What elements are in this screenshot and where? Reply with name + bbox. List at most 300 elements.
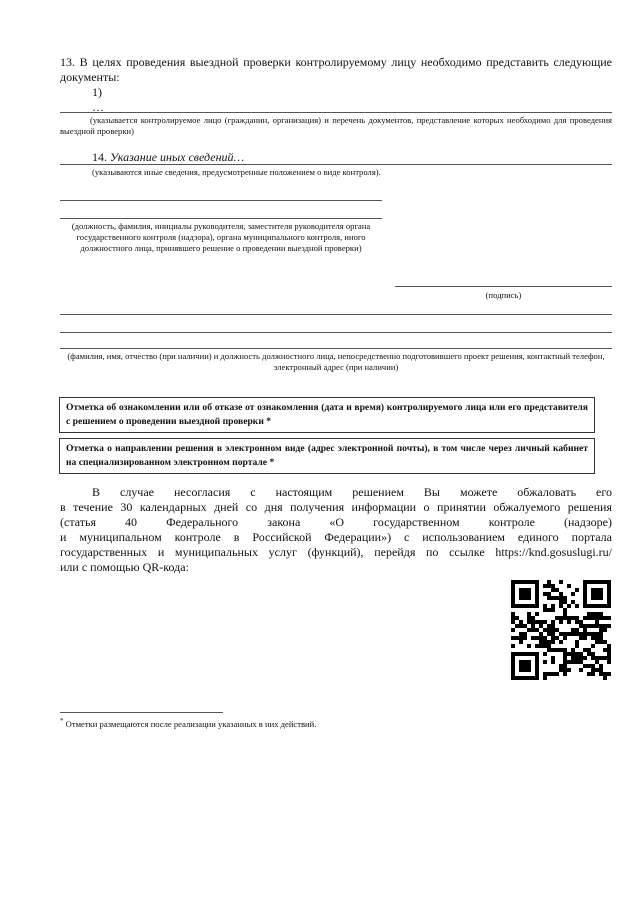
qr-module: [551, 660, 555, 664]
qr-module: [511, 628, 515, 632]
qr-module: [599, 672, 603, 676]
qr-module: [587, 652, 591, 656]
qr-module: [523, 624, 527, 628]
qr-module: [571, 660, 575, 664]
qr-module: [511, 676, 515, 680]
qr-module: [511, 596, 515, 600]
preparer-line-2: [60, 332, 612, 333]
qr-module: [523, 604, 527, 608]
qr-module: [527, 644, 531, 648]
appeal-line-4: и муниципальном контроле в Российской Федерации») с использованием единого портала: [60, 530, 612, 544]
qr-module: [563, 632, 567, 636]
item-14-note: (указываются иные сведения, предусмотренные положением о виде контроля).: [92, 167, 381, 177]
qr-module: [563, 616, 567, 620]
qr-module: [567, 620, 571, 624]
qr-module: [575, 644, 579, 648]
qr-module: [607, 644, 611, 648]
qr-module: [599, 668, 603, 672]
qr-module: [551, 628, 555, 632]
qr-module: [563, 596, 567, 600]
qr-module: [591, 656, 595, 660]
qr-module: [575, 656, 579, 660]
qr-module: [551, 596, 555, 600]
qr-module: [535, 628, 539, 632]
qr-module: [591, 580, 595, 584]
qr-module: [579, 668, 583, 672]
qr-module: [567, 652, 571, 656]
qr-module: [511, 584, 515, 588]
qr-module: [607, 580, 611, 584]
qr-module: [595, 588, 599, 592]
position-note: (должность, фамилия, инициалы руководителя, заместителя руководителя органа государственного контроля (надзора), органа муниципального контроля, иного должностного лица, принявшего решение о проведении выездной проверки): [71, 221, 371, 253]
qr-module: [563, 608, 567, 612]
item-13-note: (указывается контролируемое лицо (гражданин, организация) и перечень документов, представление которых необходимо для проведения выездной проверки): [60, 115, 612, 136]
qr-module: [583, 648, 587, 652]
qr-module: [599, 612, 603, 616]
qr-module: [607, 604, 611, 608]
list-item-1: 1): [92, 85, 102, 99]
qr-module: [591, 644, 595, 648]
qr-module: [599, 580, 603, 584]
qr-module: [519, 632, 523, 636]
qr-module: [591, 664, 595, 668]
qr-module: [559, 620, 563, 624]
item-13-heading-first-line: [60, 55, 612, 85]
qr-module: [531, 616, 535, 620]
qr-module: [519, 668, 523, 672]
qr-module: [583, 596, 587, 600]
qr-module: [607, 616, 611, 620]
qr-module: [519, 620, 523, 624]
qr-module: [551, 672, 555, 676]
qr-module: [603, 604, 607, 608]
qr-module: [535, 644, 539, 648]
qr-module: [559, 596, 563, 600]
qr-module: [579, 620, 583, 624]
signature-line: [395, 286, 612, 287]
qr-module: [527, 676, 531, 680]
qr-module: [599, 636, 603, 640]
qr-module: [599, 664, 603, 668]
qr-module: [535, 620, 539, 624]
qr-module: [531, 604, 535, 608]
qr-module: [527, 620, 531, 624]
qr-module: [547, 672, 551, 676]
divider-13: [60, 112, 612, 113]
qr-module: [603, 648, 607, 652]
qr-module: [535, 668, 539, 672]
qr-module: [551, 636, 555, 640]
qr-module: [587, 664, 591, 668]
qr-module: [543, 676, 547, 680]
qr-module: [523, 592, 527, 596]
qr-module: [595, 636, 599, 640]
qr-module: [583, 604, 587, 608]
qr-module: [511, 588, 515, 592]
electronic-delivery-box: Отметка о направлении решения в электронном виде (адрес электронной почты), в том числе через личный кабинет на специализированном электронном портале *: [59, 438, 595, 474]
qr-module: [511, 600, 515, 604]
qr-module: [571, 600, 575, 604]
qr-module: [583, 600, 587, 604]
qr-module: [563, 672, 567, 676]
qr-module: [519, 652, 523, 656]
qr-module: [571, 628, 575, 632]
appeal-line-5: государственных и муниципальных услуг (функций), перейдя по ссылке https://knd.gosuslugi.ru/: [60, 545, 612, 559]
qr-module: [523, 596, 527, 600]
qr-module: [547, 584, 551, 588]
qr-module: [559, 648, 563, 652]
qr-module: [563, 668, 567, 672]
qr-module: [559, 592, 563, 596]
qr-module: [511, 592, 515, 596]
qr-module: [511, 616, 515, 620]
qr-module: [599, 596, 603, 600]
qr-module: [535, 596, 539, 600]
qr-module: [519, 664, 523, 668]
qr-module: [567, 668, 571, 672]
qr-module: [583, 580, 587, 584]
qr-module: [603, 624, 607, 628]
qr-module: [559, 632, 563, 636]
qr-module: [583, 624, 587, 628]
qr-module: [567, 660, 571, 664]
qr-module: [583, 584, 587, 588]
qr-module: [527, 612, 531, 616]
qr-module: [531, 676, 535, 680]
qr-module: [511, 580, 515, 584]
qr-module: [595, 580, 599, 584]
qr-module: [547, 596, 551, 600]
qr-module: [607, 584, 611, 588]
qr-module: [543, 620, 547, 624]
list-ellipsis: …: [92, 100, 104, 114]
footnote-separator: [60, 712, 223, 713]
qr-module: [527, 592, 531, 596]
qr-module: [511, 652, 515, 656]
qr-module: [543, 636, 547, 640]
qr-module: [543, 652, 547, 656]
qr-module: [591, 668, 595, 672]
qr-module: [591, 588, 595, 592]
qr-module: [599, 656, 603, 660]
qr-module: [535, 604, 539, 608]
qr-module: [527, 660, 531, 664]
qr-module: [555, 648, 559, 652]
qr-module: [575, 660, 579, 664]
qr-module: [511, 664, 515, 668]
qr-module: [511, 636, 515, 640]
qr-module: [599, 628, 603, 632]
qr-module: [559, 616, 563, 620]
qr-module: [543, 584, 547, 588]
qr-module: [591, 632, 595, 636]
qr-module: [527, 596, 531, 600]
qr-module: [551, 624, 555, 628]
qr-module: [535, 664, 539, 668]
qr-module: [543, 628, 547, 632]
qr-module: [599, 588, 603, 592]
qr-module: [519, 640, 523, 644]
qr-module: [535, 636, 539, 640]
qr-module: [603, 616, 607, 620]
qr-module: [571, 656, 575, 660]
footnote-marker: *: [60, 717, 64, 725]
qr-module: [571, 616, 575, 620]
qr-module: [559, 668, 563, 672]
qr-module: [603, 580, 607, 584]
qr-module: [603, 676, 607, 680]
qr-module: [563, 660, 567, 664]
qr-module: [531, 652, 535, 656]
qr-module: [583, 636, 587, 640]
qr-module: [567, 604, 571, 608]
qr-module: [591, 624, 595, 628]
qr-module: [539, 644, 543, 648]
qr-module: [583, 656, 587, 660]
qr-module: [511, 612, 515, 616]
qr-module: [579, 624, 583, 628]
qr-module: [591, 604, 595, 608]
qr-module: [595, 640, 599, 644]
qr-module: [539, 620, 543, 624]
qr-module: [551, 584, 555, 588]
qr-module: [515, 580, 519, 584]
qr-module: [531, 580, 535, 584]
qr-module: [539, 624, 543, 628]
qr-module: [511, 660, 515, 664]
qr-module: [563, 636, 567, 640]
divider-14: [60, 164, 612, 165]
qr-module: [603, 628, 607, 632]
qr-module: [607, 656, 611, 660]
qr-module: [547, 592, 551, 596]
qr-module: [523, 636, 527, 640]
qr-module: [543, 640, 547, 644]
qr-module: [511, 656, 515, 660]
qr-module: [551, 620, 555, 624]
qr-module: [579, 636, 583, 640]
qr-module: [563, 656, 567, 660]
appeal-paragraph: [60, 485, 612, 575]
qr-module: [531, 624, 535, 628]
qr-module: [587, 616, 591, 620]
signature-note: (подпись): [485, 290, 522, 300]
qr-module: [599, 632, 603, 636]
position-line-2: [60, 218, 382, 219]
qr-module: [539, 640, 543, 644]
qr-module: [595, 660, 599, 664]
qr-module: [595, 592, 599, 596]
qr-module: [543, 608, 547, 612]
qr-module: [563, 652, 567, 656]
qr-module: [515, 624, 519, 628]
qr-module: [523, 668, 527, 672]
qr-module: [543, 604, 547, 608]
qr-module: [575, 588, 579, 592]
qr-module: [583, 664, 587, 668]
qr-module: [547, 580, 551, 584]
qr-module: [551, 640, 555, 644]
qr-module: [515, 616, 519, 620]
qr-module: [511, 644, 515, 648]
qr-module: [599, 592, 603, 596]
qr-module: [591, 616, 595, 620]
qr-module: [607, 648, 611, 652]
qr-module: [523, 588, 527, 592]
qr-module: [547, 644, 551, 648]
qr-module: [519, 580, 523, 584]
qr-module: [535, 592, 539, 596]
qr-module: [551, 608, 555, 612]
qr-module: [607, 596, 611, 600]
qr-module: [579, 656, 583, 660]
qr-module: [535, 676, 539, 680]
qr-module: [555, 588, 559, 592]
qr-module: [555, 672, 559, 676]
qr-module: [511, 668, 515, 672]
qr-module: [559, 600, 563, 604]
qr-module: [519, 588, 523, 592]
qr-module: [511, 604, 515, 608]
qr-module: [523, 580, 527, 584]
qr-module: [595, 632, 599, 636]
qr-module: [535, 652, 539, 656]
qr-module: [583, 616, 587, 620]
qr-module: [515, 636, 519, 640]
qr-module: [519, 636, 523, 640]
qr-module: [523, 676, 527, 680]
qr-module: [535, 580, 539, 584]
preparer-line-1: [60, 314, 612, 315]
qr-module: [571, 592, 575, 596]
qr-module: [527, 668, 531, 672]
qr-module: [535, 612, 539, 616]
qr-module: [547, 648, 551, 652]
qr-module: [547, 640, 551, 644]
qr-module: [603, 640, 607, 644]
preparer-note: (фамилия, имя, отчество (при наличии) и должность должностного лица, непосредственно подготовившего проект решения, контактный телефон, электронный адрес (при наличии): [67, 351, 605, 372]
qr-module: [551, 648, 555, 652]
qr-module: [559, 664, 563, 668]
qr-module: [539, 632, 543, 636]
qr-module: [567, 632, 571, 636]
qr-module: [595, 624, 599, 628]
qr-module: [587, 672, 591, 676]
qr-module: [519, 596, 523, 600]
qr-module: [603, 672, 607, 676]
qr-module: [551, 632, 555, 636]
qr-module: [587, 648, 591, 652]
qr-module: [555, 628, 559, 632]
qr-module: [587, 580, 591, 584]
qr-module: [583, 588, 587, 592]
qr-module: [559, 604, 563, 608]
qr-module: [559, 580, 563, 584]
qr-module: [575, 628, 579, 632]
qr-module: [575, 640, 579, 644]
qr-module: [579, 660, 583, 664]
qr-module: [555, 636, 559, 640]
qr-module: [519, 660, 523, 664]
item-14-label: Указание иных сведений…: [110, 150, 245, 164]
qr-module: [607, 660, 611, 664]
qr-module: [531, 620, 535, 624]
acknowledgement-box: Отметка об ознакомлении или об отказе от ознакомления (дата и время) контролируемого лица или его представителя с решением о проведении выездной проверки *: [59, 397, 595, 433]
qr-module: [571, 648, 575, 652]
qr-module: [575, 652, 579, 656]
qr-module: [579, 652, 583, 656]
qr-module: [515, 676, 519, 680]
qr-module: [535, 660, 539, 664]
qr-module: [591, 612, 595, 616]
qr-module: [587, 624, 591, 628]
qr-module: [551, 604, 555, 608]
qr-module: [555, 596, 559, 600]
qr-module: [575, 616, 579, 620]
qr-module: [595, 656, 599, 660]
qr-module: [595, 668, 599, 672]
qr-module: [563, 664, 567, 668]
qr-module: [591, 672, 595, 676]
qr-module: [543, 672, 547, 676]
preparer-line-3: [60, 348, 612, 349]
qr-module: [583, 632, 587, 636]
qr-module: [575, 632, 579, 636]
qr-module: [595, 596, 599, 600]
qr-module: [531, 628, 535, 632]
qr-module: [607, 624, 611, 628]
qr-module: [515, 604, 519, 608]
qr-module: [551, 656, 555, 660]
appeal-line-1: В случае несогласия с настоящим решением Вы можете обжаловать его: [92, 485, 612, 499]
qr-module: [575, 604, 579, 608]
qr-module: [579, 632, 583, 636]
item-13-heading: 13. В целях проведения выездной проверки контролируемому лицу необходимо представить следующие документы:: [60, 55, 612, 84]
qr-module: [527, 664, 531, 668]
qr-module: [591, 652, 595, 656]
appeal-line-2: в течение 30 календарных дней со дня получения информации о принятии обжалуемого решения: [60, 500, 612, 514]
qr-module: [543, 660, 547, 664]
qr-module: [535, 600, 539, 604]
qr-module: [595, 604, 599, 608]
qr-module: [599, 624, 603, 628]
position-line-1: [60, 200, 382, 201]
qr-module: [527, 616, 531, 620]
qr-module: [607, 592, 611, 596]
qr-module: [599, 604, 603, 608]
qr-module: [523, 652, 527, 656]
qr-module: [599, 616, 603, 620]
qr-module: [571, 632, 575, 636]
qr-module: [547, 608, 551, 612]
qr-module: [607, 652, 611, 656]
qr-module: [563, 600, 567, 604]
qr-module: [519, 624, 523, 628]
qr-module: [527, 628, 531, 632]
qr-module: [519, 592, 523, 596]
qr-module: [587, 632, 591, 636]
qr-code-image[interactable]: [511, 580, 611, 680]
qr-module: [515, 652, 519, 656]
qr-module: [587, 604, 591, 608]
qr-module: [595, 616, 599, 620]
qr-module: [567, 616, 571, 620]
footnote: [60, 716, 612, 730]
footnote-text: Отметки размещаются после реализации указанных в них действий.: [63, 718, 317, 729]
qr-module: [587, 612, 591, 616]
qr-module: [603, 656, 607, 660]
qr-module: [607, 588, 611, 592]
